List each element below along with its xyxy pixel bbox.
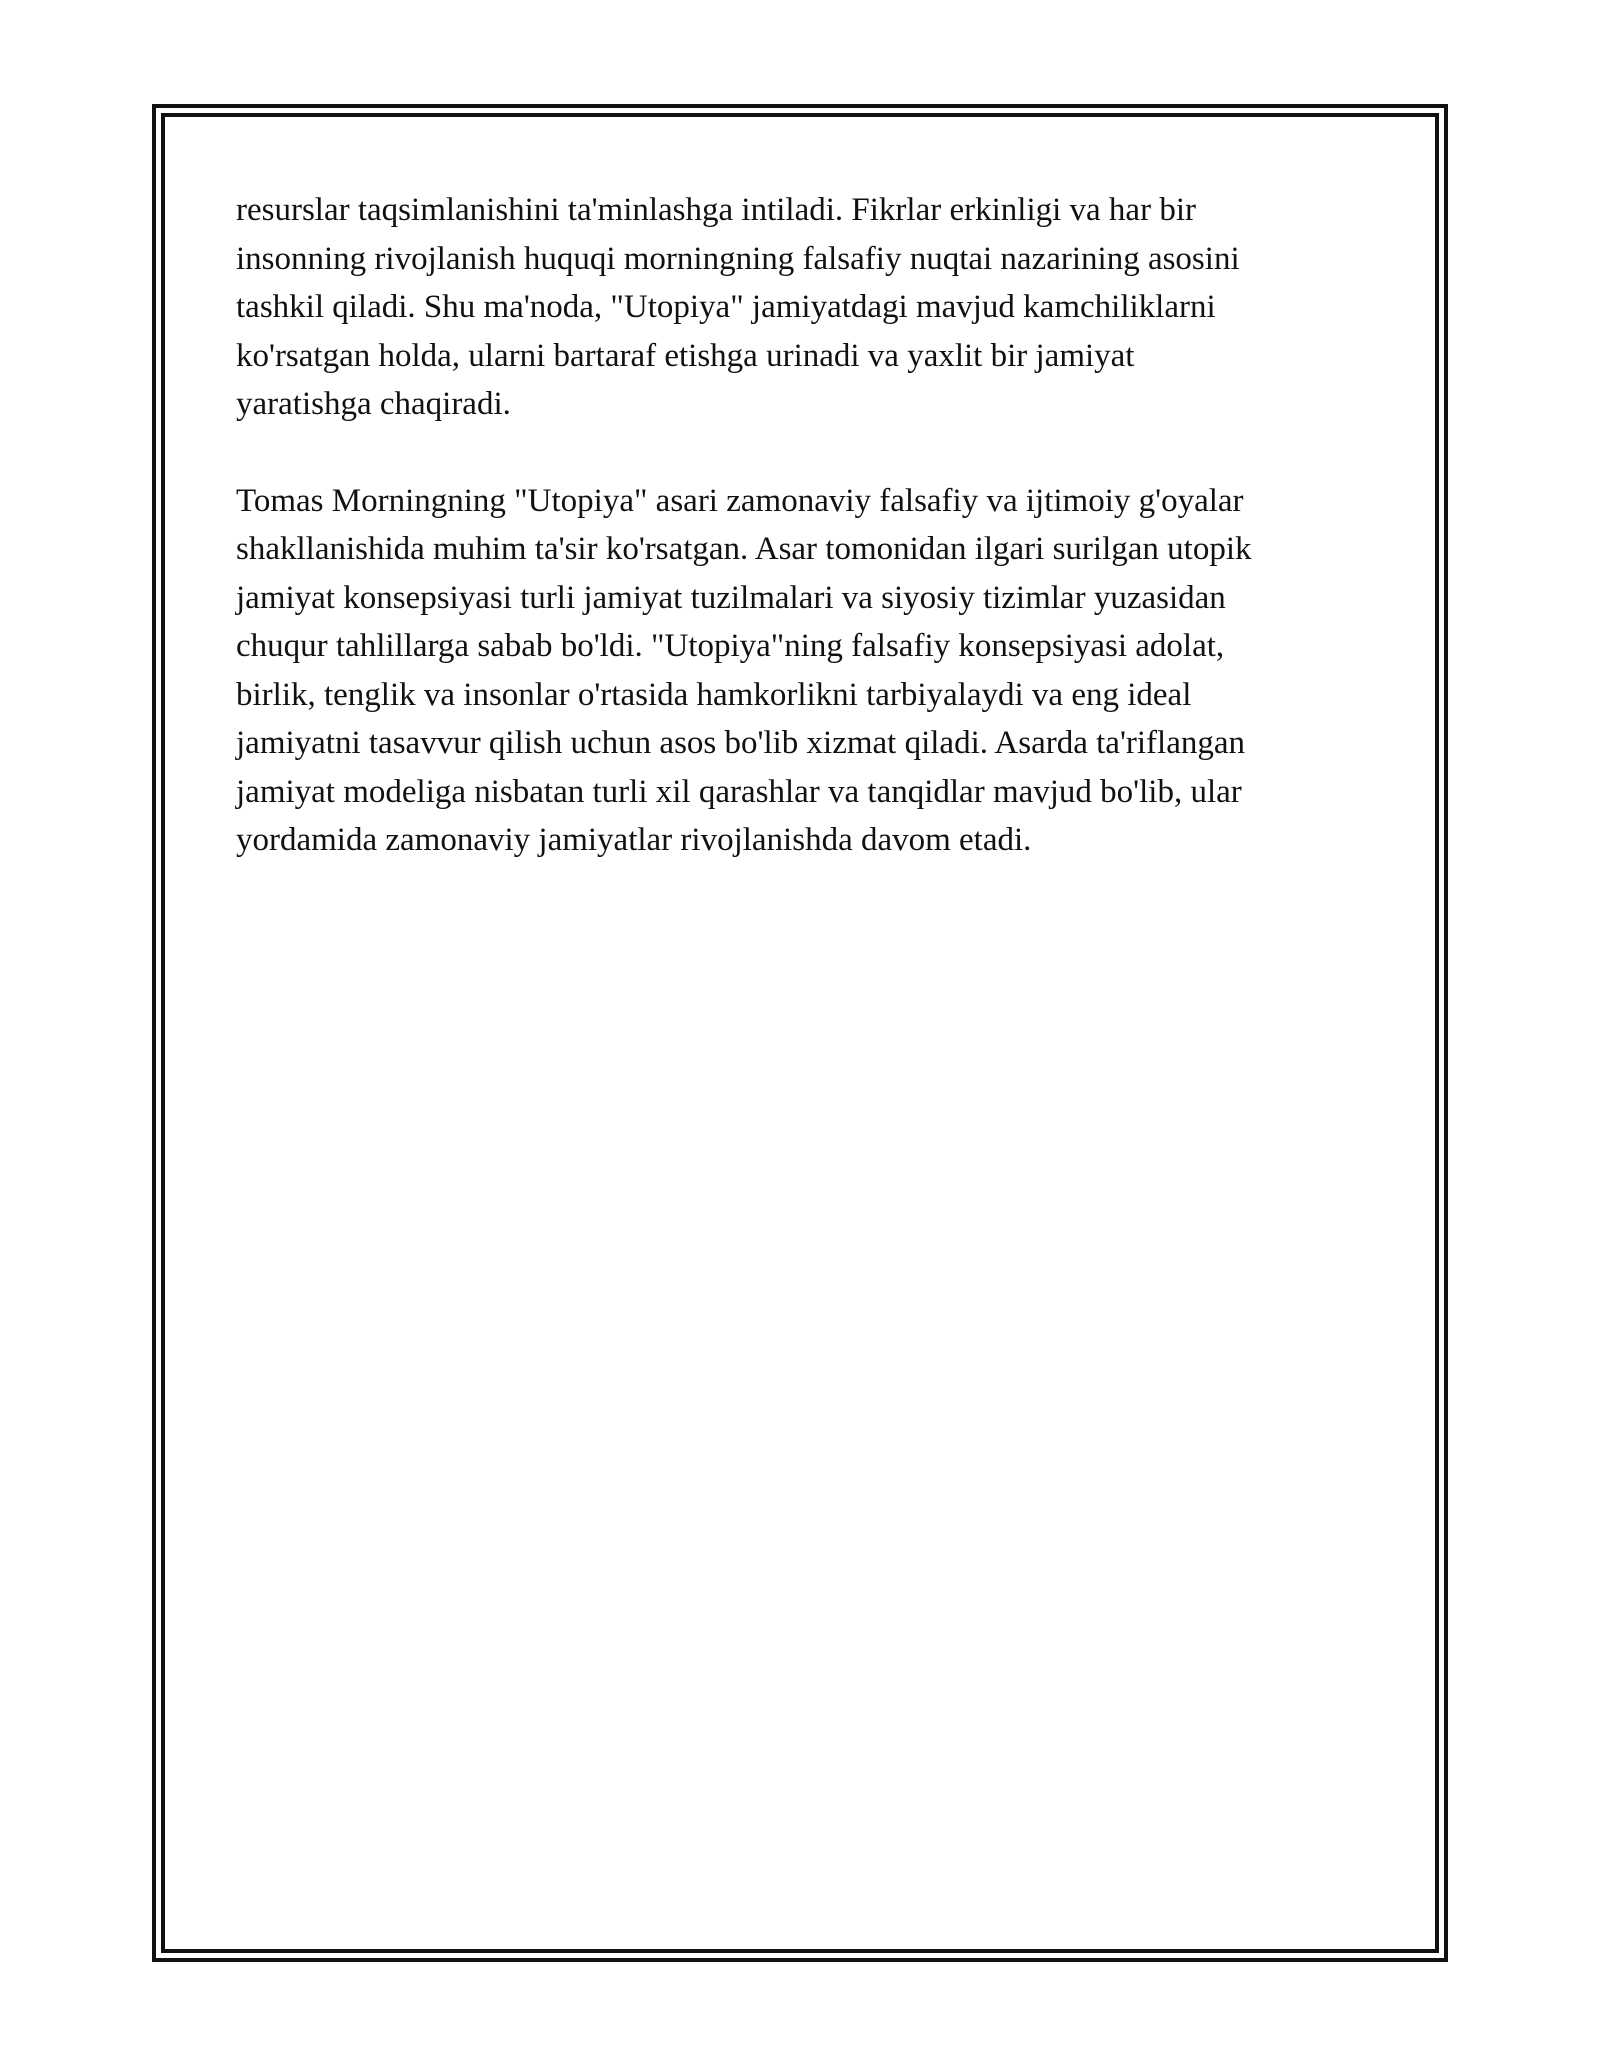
text-line: yordamida zamonaviy jamiyatlar rivojlanishda davom etadi. xyxy=(236,822,1032,858)
text-line: jamiyat modeliga nisbatan turli xil qarashlar va tanqidlar mavjud bo'lib, ular xyxy=(236,773,1242,810)
text-line: ko'rsatgan holda, ularni bartaraf etishga urinadi va yaxlit bir jamiyat xyxy=(236,337,1135,374)
text-line: resurslar taqsimlanishini ta'minlashga intiladi. Fikrlar erkinligi va har bir xyxy=(236,192,1196,228)
text-line: birlik, tenglik va insonlar o'rtasida hamkorlikni tarbiyalaydi va eng ideal xyxy=(236,676,1192,713)
text-line: shakllanishida muhim ta'sir ko'rsatgan. Asar tomonidan ilgari surilgan utopik xyxy=(236,531,1252,567)
paragraph-2 xyxy=(236,477,1386,865)
text-line: insonning rivojlanish huquqi morningning falsafiy nuqtai nazarining asosini xyxy=(236,240,1240,277)
text-line: Tomas Morningning "Utopiya" asari zamonaviy falsafiy va ijtimoiy g'oyalar xyxy=(236,482,1244,519)
paragraph-1 xyxy=(236,186,1386,429)
text-line: yaratishga chaqiradi. xyxy=(236,386,511,422)
text-line: jamiyatni tasavvur qilish uchun asos bo'lib xizmat qiladi. Asarda ta'riflangan xyxy=(236,725,1245,761)
document-body xyxy=(236,186,1386,913)
text-line: tashkil qiladi. Shu ma'noda, "Utopiya" jamiyatdagi mavjud kamchiliklarni xyxy=(236,289,1216,325)
text-line: chuqur tahlillarga sabab bo'ldi. "Utopiya"ning falsafiy konsepsiyasi adolat, xyxy=(236,628,1225,664)
text-line: jamiyat konsepsiyasi turli jamiyat tuzilmalari va siyosiy tizimlar yuzasidan xyxy=(236,579,1226,616)
